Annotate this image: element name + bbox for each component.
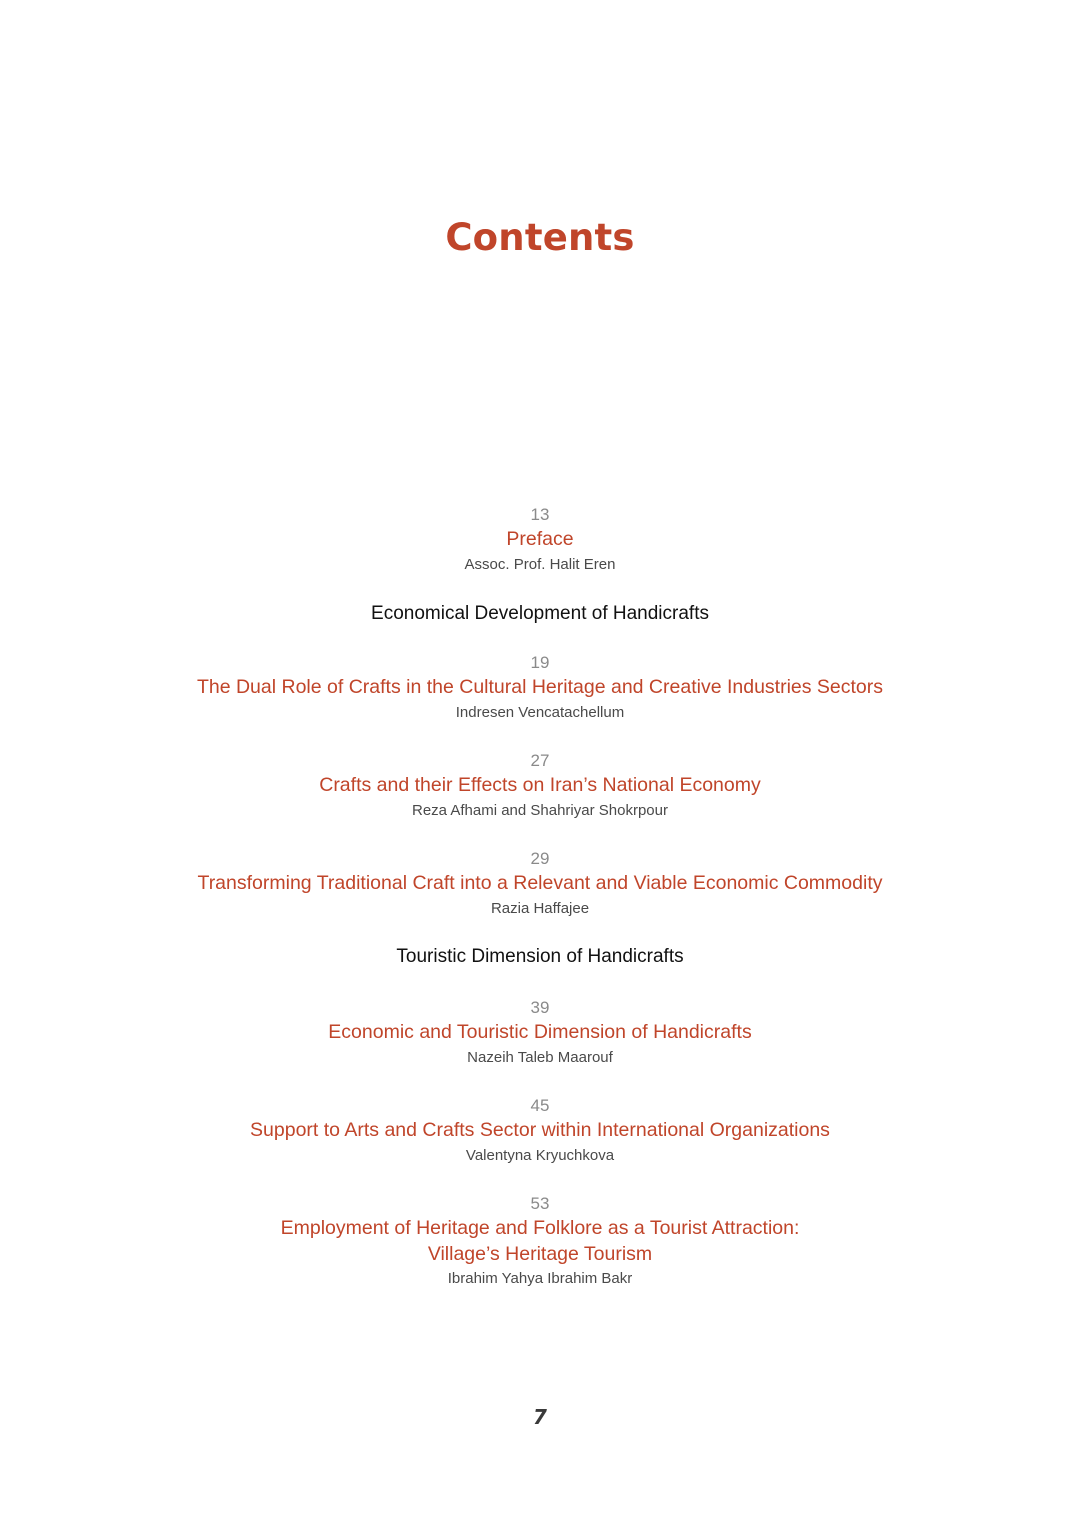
toc-title-link[interactable]: Support to Arts and Crafts Sector within International Organizations — [250, 1119, 830, 1141]
toc-author: Nazeih Taleb Maarouf — [467, 1048, 613, 1066]
toc-page-number: 53 — [530, 1194, 550, 1213]
toc-entry[interactable] — [0, 1192, 1080, 1290]
toc-section-heading — [0, 601, 1080, 627]
section-title: Economical Development of Handicrafts — [371, 603, 709, 624]
toc-page-number: 27 — [530, 751, 550, 770]
toc-entry[interactable] — [0, 847, 1080, 920]
toc-entry[interactable] — [0, 996, 1080, 1069]
page-number: 7 — [533, 1405, 547, 1429]
toc-title-link[interactable]: Economic and Touristic Dimension of Handicrafts — [328, 1021, 752, 1043]
toc-author: Reza Afhami and Shahriyar Shokrpour — [412, 801, 668, 819]
toc-author: Assoc. Prof. Halit Eren — [464, 555, 616, 573]
toc-page-number: 39 — [530, 998, 550, 1017]
toc-page-number: 29 — [530, 849, 550, 868]
toc-title-link[interactable]: Crafts and their Effects on Iran’s National Economy — [319, 774, 761, 796]
toc-page-number: 19 — [530, 653, 550, 672]
section-title: Touristic Dimension of Handicrafts — [396, 946, 684, 967]
toc-author: Indresen Vencatachellum — [455, 703, 625, 721]
toc-page-number: 45 — [530, 1096, 550, 1115]
toc-author: Ibrahim Yahya Ibrahim Bakr — [447, 1270, 633, 1287]
toc-title-link[interactable]: Preface — [506, 528, 574, 550]
toc-title-link[interactable]: Transforming Traditional Craft into a Relevant and Viable Economic Commodity — [197, 872, 883, 894]
toc-entry[interactable] — [0, 749, 1080, 822]
toc-entry-preface[interactable] — [0, 503, 1080, 576]
toc-entry[interactable] — [0, 651, 1080, 724]
toc-page-number: 13 — [530, 505, 550, 524]
toc-title-link[interactable]: The Dual Role of Crafts in the Cultural Heritage and Creative Industries Sectors — [196, 676, 884, 698]
toc-author: Valentyna Kryuchkova — [465, 1146, 615, 1164]
page-title: Contents — [445, 216, 635, 259]
toc-section-heading — [0, 944, 1080, 970]
toc-author: Razia Haffajee — [490, 899, 590, 917]
toc-entry[interactable] — [0, 1094, 1080, 1167]
toc-title-link[interactable]: Village’s Heritage Tourism — [427, 1242, 653, 1265]
toc-title-link[interactable]: Employment of Heritage and Folklore as a Tourist Attraction: — [280, 1217, 800, 1239]
